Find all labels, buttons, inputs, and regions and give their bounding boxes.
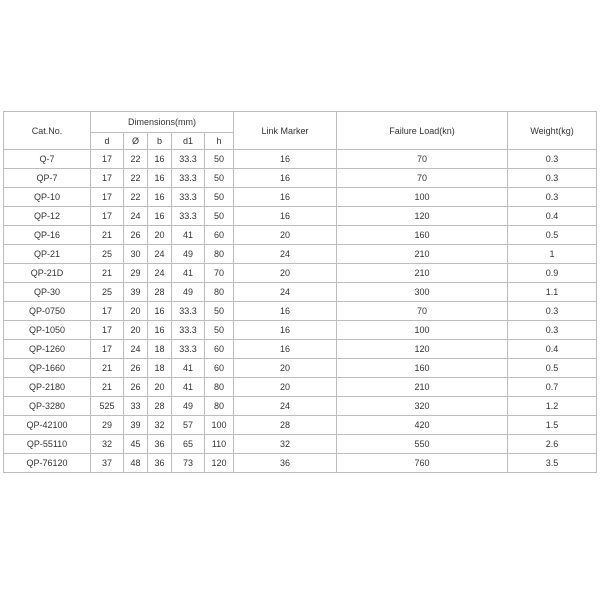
cell-link-marker: 28 (234, 416, 336, 434)
cell-link-marker: 16 (234, 207, 336, 225)
cell-link-marker: 16 (234, 150, 336, 168)
cell-d: 21 (91, 226, 123, 244)
cell-b: 28 (148, 283, 171, 301)
cell-weight: 1.1 (508, 283, 596, 301)
cell-d1: 33.3 (172, 188, 204, 206)
cell-d: 525 (91, 397, 123, 415)
spec-table-container (3, 111, 597, 473)
cell-d1: 33.3 (172, 302, 204, 320)
cell-h: 80 (205, 397, 233, 415)
cell-b: 16 (148, 169, 171, 187)
cell-cat-no: QP-7 (4, 169, 90, 187)
cell-cat-no: Q-7 (4, 150, 90, 168)
subheader-b: b (148, 133, 171, 149)
cell-diameter: 20 (124, 302, 147, 320)
table-row (4, 188, 596, 206)
cell-b: 24 (148, 245, 171, 263)
cell-link-marker: 32 (234, 435, 336, 453)
cell-failure-load: 320 (337, 397, 507, 415)
cell-cat-no: QP-30 (4, 283, 90, 301)
cell-d1: 65 (172, 435, 204, 453)
cell-b: 28 (148, 397, 171, 415)
cell-diameter: 39 (124, 283, 147, 301)
table-row (4, 359, 596, 377)
cell-failure-load: 160 (337, 226, 507, 244)
cell-b: 16 (148, 302, 171, 320)
cell-d: 17 (91, 169, 123, 187)
cell-link-marker: 16 (234, 169, 336, 187)
cell-diameter: 39 (124, 416, 147, 434)
cell-b: 16 (148, 321, 171, 339)
cell-weight: 2.6 (508, 435, 596, 453)
cell-link-marker: 24 (234, 283, 336, 301)
cell-d1: 73 (172, 454, 204, 472)
table-row (4, 416, 596, 434)
cell-diameter: 30 (124, 245, 147, 263)
cell-h: 60 (205, 340, 233, 358)
cell-b: 20 (148, 378, 171, 396)
cell-cat-no: QP-55110 (4, 435, 90, 453)
header-cat-no: Cat.No. (4, 112, 90, 149)
cell-weight: 0.7 (508, 378, 596, 396)
cell-link-marker: 20 (234, 226, 336, 244)
cell-weight: 0.3 (508, 302, 596, 320)
cell-cat-no: QP-3280 (4, 397, 90, 415)
cell-link-marker: 16 (234, 321, 336, 339)
cell-diameter: 45 (124, 435, 147, 453)
table-row (4, 302, 596, 320)
cell-cat-no: QP-2180 (4, 378, 90, 396)
subheader-diameter: Ø (124, 133, 147, 149)
table-row (4, 340, 596, 358)
cell-cat-no: QP-76120 (4, 454, 90, 472)
cell-cat-no: QP-10 (4, 188, 90, 206)
cell-d: 17 (91, 321, 123, 339)
cell-d1: 57 (172, 416, 204, 434)
cell-h: 110 (205, 435, 233, 453)
cell-link-marker: 36 (234, 454, 336, 472)
spec-table (3, 111, 597, 473)
cell-weight: 3.5 (508, 454, 596, 472)
table-row (4, 207, 596, 225)
cell-cat-no: QP-16 (4, 226, 90, 244)
cell-diameter: 24 (124, 340, 147, 358)
cell-h: 50 (205, 169, 233, 187)
cell-h: 50 (205, 321, 233, 339)
cell-weight: 0.9 (508, 264, 596, 282)
cell-d1: 41 (172, 359, 204, 377)
cell-failure-load: 100 (337, 188, 507, 206)
cell-link-marker: 20 (234, 264, 336, 282)
cell-h: 120 (205, 454, 233, 472)
cell-d: 37 (91, 454, 123, 472)
cell-d: 17 (91, 188, 123, 206)
cell-d1: 33.3 (172, 169, 204, 187)
cell-d1: 33.3 (172, 150, 204, 168)
cell-weight: 0.5 (508, 359, 596, 377)
cell-cat-no: QP-42100 (4, 416, 90, 434)
cell-d: 17 (91, 150, 123, 168)
cell-d: 17 (91, 302, 123, 320)
cell-d: 25 (91, 283, 123, 301)
table-row (4, 226, 596, 244)
cell-h: 80 (205, 378, 233, 396)
cell-h: 70 (205, 264, 233, 282)
header-row-primary (4, 112, 596, 132)
cell-d: 32 (91, 435, 123, 453)
cell-weight: 0.3 (508, 321, 596, 339)
cell-weight: 0.4 (508, 340, 596, 358)
header-failure-load: Failure Load(kn) (337, 112, 507, 149)
cell-b: 16 (148, 150, 171, 168)
cell-diameter: 26 (124, 226, 147, 244)
cell-failure-load: 210 (337, 264, 507, 282)
cell-failure-load: 300 (337, 283, 507, 301)
cell-weight: 0.4 (508, 207, 596, 225)
cell-d: 25 (91, 245, 123, 263)
cell-weight: 1 (508, 245, 596, 263)
table-row (4, 435, 596, 453)
table-body (4, 150, 596, 472)
cell-h: 50 (205, 188, 233, 206)
cell-failure-load: 120 (337, 207, 507, 225)
cell-cat-no: QP-12 (4, 207, 90, 225)
header-link-marker: Link Marker (234, 112, 336, 149)
subheader-d1: d1 (172, 133, 204, 149)
cell-d: 29 (91, 416, 123, 434)
cell-d1: 33.3 (172, 321, 204, 339)
table-row (4, 378, 596, 396)
cell-d1: 49 (172, 397, 204, 415)
table-row (4, 397, 596, 415)
cell-diameter: 20 (124, 321, 147, 339)
subheader-d: d (91, 133, 123, 149)
header-dimensions: Dimensions(mm) (91, 112, 233, 132)
cell-failure-load: 550 (337, 435, 507, 453)
cell-d1: 49 (172, 245, 204, 263)
cell-failure-load: 100 (337, 321, 507, 339)
cell-d1: 49 (172, 283, 204, 301)
cell-failure-load: 420 (337, 416, 507, 434)
cell-cat-no: QP-1050 (4, 321, 90, 339)
cell-link-marker: 24 (234, 397, 336, 415)
cell-weight: 0.3 (508, 150, 596, 168)
cell-d1: 33.3 (172, 340, 204, 358)
cell-d1: 33.3 (172, 207, 204, 225)
table-row (4, 321, 596, 339)
cell-d: 17 (91, 207, 123, 225)
cell-diameter: 33 (124, 397, 147, 415)
header-weight: Weight(kg) (508, 112, 596, 149)
cell-failure-load: 120 (337, 340, 507, 358)
cell-cat-no: QP-0750 (4, 302, 90, 320)
cell-d1: 41 (172, 378, 204, 396)
cell-weight: 0.3 (508, 188, 596, 206)
cell-failure-load: 210 (337, 245, 507, 263)
cell-h: 50 (205, 150, 233, 168)
cell-d: 21 (91, 378, 123, 396)
cell-weight: 0.5 (508, 226, 596, 244)
cell-h: 60 (205, 226, 233, 244)
cell-weight: 1.5 (508, 416, 596, 434)
cell-h: 80 (205, 245, 233, 263)
cell-diameter: 22 (124, 169, 147, 187)
table-row (4, 245, 596, 263)
cell-failure-load: 70 (337, 169, 507, 187)
cell-failure-load: 70 (337, 150, 507, 168)
cell-b: 16 (148, 207, 171, 225)
cell-diameter: 26 (124, 378, 147, 396)
cell-b: 16 (148, 188, 171, 206)
table-row (4, 283, 596, 301)
cell-diameter: 22 (124, 150, 147, 168)
cell-cat-no: QP-21D (4, 264, 90, 282)
cell-h: 50 (205, 302, 233, 320)
table-row (4, 169, 596, 187)
table-row (4, 150, 596, 168)
cell-weight: 0.3 (508, 169, 596, 187)
subheader-h: h (205, 133, 233, 149)
cell-b: 36 (148, 454, 171, 472)
cell-link-marker: 20 (234, 359, 336, 377)
cell-cat-no: QP-1260 (4, 340, 90, 358)
cell-link-marker: 16 (234, 340, 336, 358)
cell-link-marker: 16 (234, 302, 336, 320)
cell-diameter: 29 (124, 264, 147, 282)
cell-diameter: 26 (124, 359, 147, 377)
cell-failure-load: 160 (337, 359, 507, 377)
cell-weight: 1.2 (508, 397, 596, 415)
cell-d: 17 (91, 340, 123, 358)
cell-b: 32 (148, 416, 171, 434)
cell-failure-load: 760 (337, 454, 507, 472)
cell-d: 21 (91, 264, 123, 282)
cell-d: 21 (91, 359, 123, 377)
cell-link-marker: 24 (234, 245, 336, 263)
cell-h: 60 (205, 359, 233, 377)
cell-b: 18 (148, 359, 171, 377)
cell-link-marker: 20 (234, 378, 336, 396)
table-row (4, 264, 596, 282)
table-row (4, 454, 596, 472)
cell-failure-load: 70 (337, 302, 507, 320)
cell-d1: 41 (172, 264, 204, 282)
cell-diameter: 24 (124, 207, 147, 225)
cell-link-marker: 16 (234, 188, 336, 206)
cell-failure-load: 210 (337, 378, 507, 396)
cell-b: 24 (148, 264, 171, 282)
cell-cat-no: QP-1660 (4, 359, 90, 377)
cell-d1: 41 (172, 226, 204, 244)
cell-diameter: 22 (124, 188, 147, 206)
cell-b: 20 (148, 226, 171, 244)
cell-cat-no: QP-21 (4, 245, 90, 263)
cell-h: 50 (205, 207, 233, 225)
cell-diameter: 48 (124, 454, 147, 472)
cell-h: 80 (205, 283, 233, 301)
cell-b: 36 (148, 435, 171, 453)
cell-b: 18 (148, 340, 171, 358)
cell-h: 100 (205, 416, 233, 434)
